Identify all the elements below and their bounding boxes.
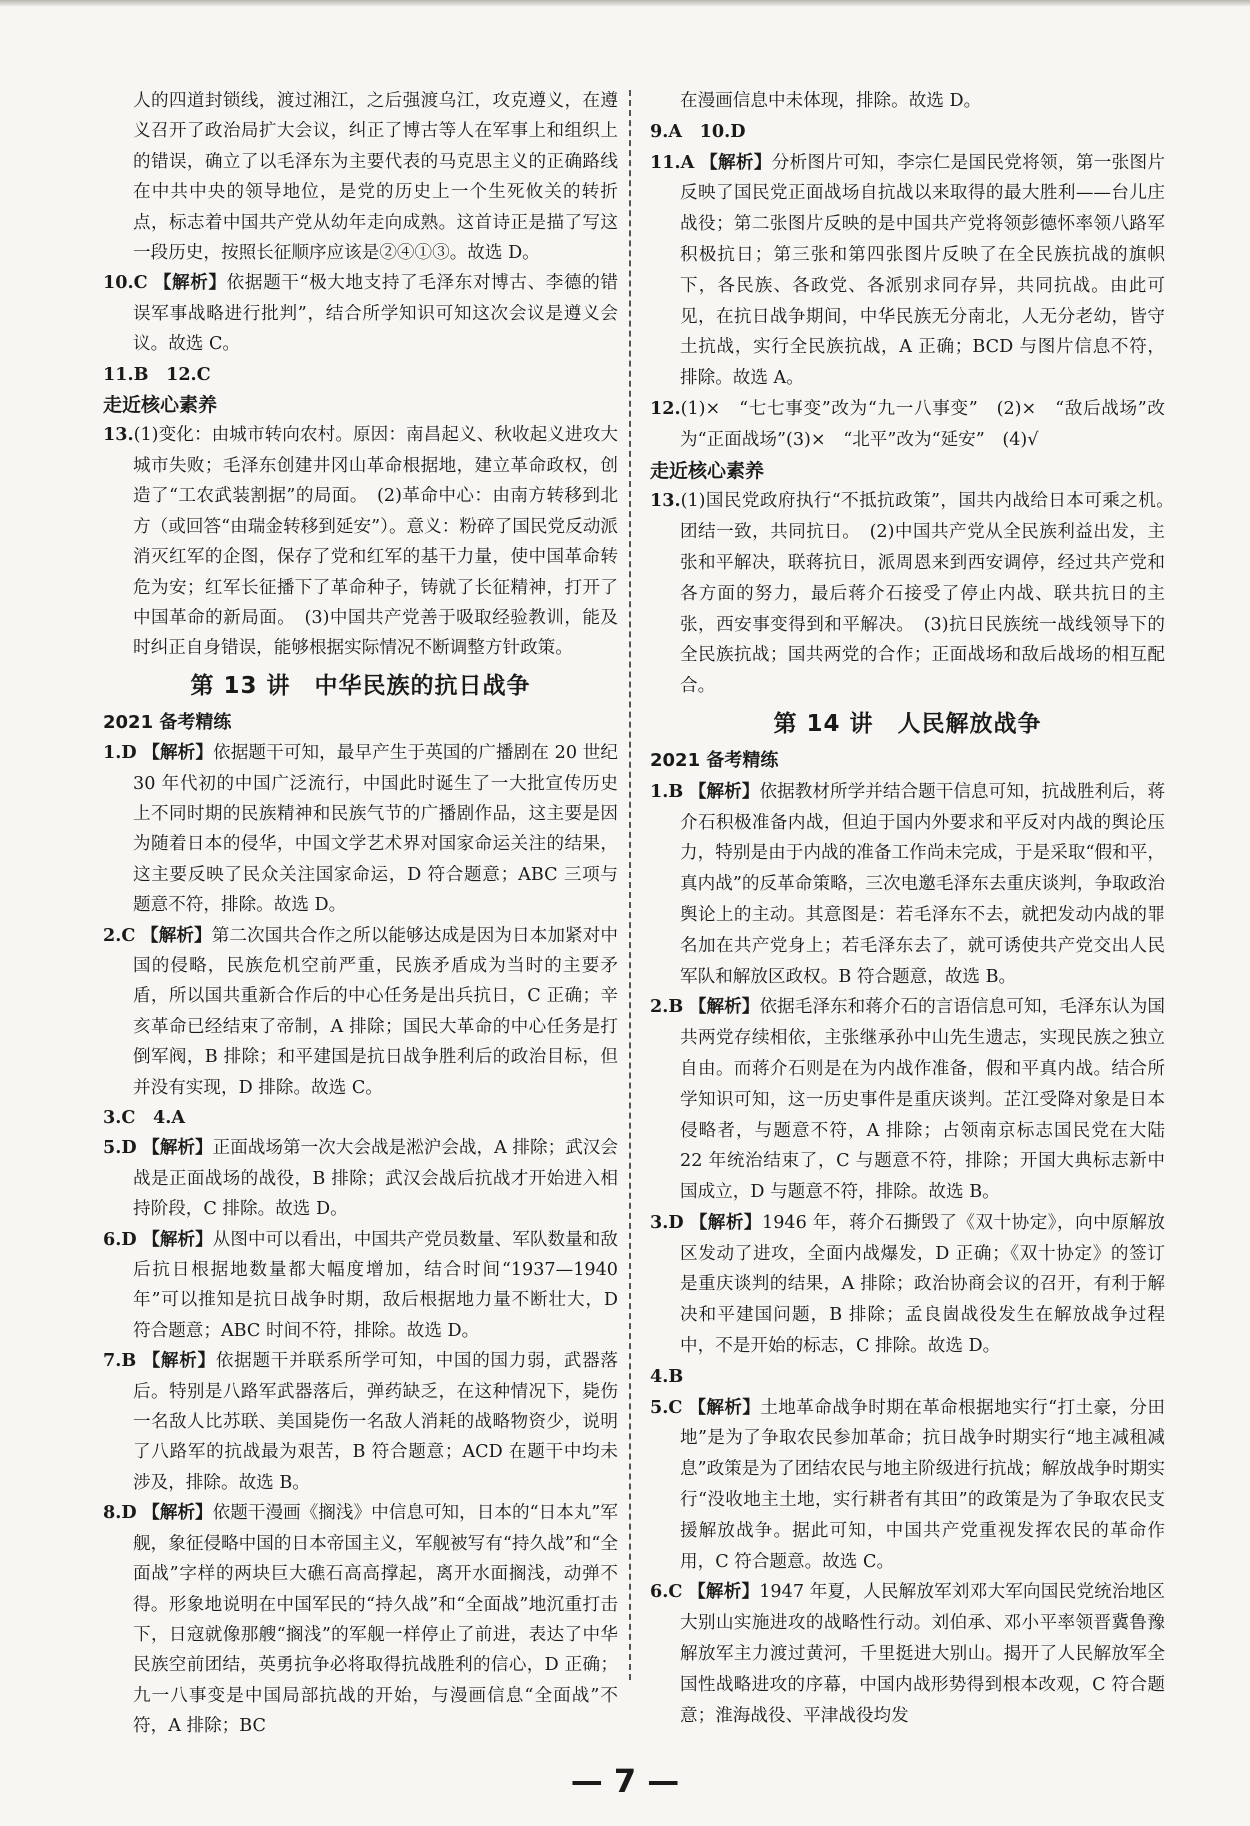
analysis-tag: 【解析】 [688, 780, 760, 802]
analysis-tag: 【解析】 [688, 996, 760, 1018]
answer-item-12 [650, 394, 1165, 456]
page-top-border [0, 0, 1250, 6]
answer-item-7 [103, 1346, 618, 1498]
analysis-tag: 【解析】 [142, 742, 214, 764]
answer-text: (1)国民党政府执行“不抵抗政策”，国共内战给日本可乘之机。 团结一致，共同抗日。 (2)中国共产党从全民族利益出发，主张和平解决，联蒋抗日，派周恩来到西安调停，经过共产党和各方面的努力，最后蒋介石接受了停止内战、联共抗日的主张，西安事变得到和平解决。 (3)抗日民族统一战线领导下的全民族抗战；国共两党的合作；正面战场和敌后战场的相互配合。 [680, 491, 1183, 697]
answer-item-2 [103, 921, 618, 1103]
answer-item-6 [650, 1577, 1165, 1731]
answer-number: 3.D [650, 1211, 684, 1233]
answer-continuation: 在漫画信息中未体现，排除。故选 D。 [680, 91, 982, 111]
answer-number: 2.B [650, 996, 684, 1018]
answer-item-8 [103, 1498, 618, 1741]
answer-item-5 [650, 1393, 1165, 1578]
column-divider [629, 90, 631, 1680]
answer-item-11-12: 11.B 12.C [103, 363, 211, 385]
answer-item-11 [650, 148, 1165, 394]
answer-number: 8.D [103, 1502, 137, 1524]
analysis-text: 分析图片可知，李宗仁是国民党将领，第一张图片反映了国民党正面战场自抗战以来取得的最大胜利——台儿庄战役；第二张图片反映的是中国共产党将领彭德怀率领八路军积极抗日；第三张和第四张图片反映了在全民族抗战的旗帜下，各民族、各政党、各派别求同存异，共同抗战。由此可见，在抗日战争期间，中华民族无分南北，人无分老幼，皆守土抗战，实行全民族抗战，A 正确；BCD 与图片信息不符，排除。故选 A。 [680, 152, 1165, 389]
answer-number: 1.B [650, 780, 684, 802]
analysis-tag: 【解析】 [142, 1502, 213, 1524]
right-column [650, 86, 1183, 1731]
answer-text: (1)× “七七事变”改为“九一八事变” (2)× “敌后战场”改为“正面战场”(3)× “北平”改为“延安” (4)√ [680, 398, 1165, 450]
answer-number: 1.D [103, 742, 137, 764]
answer-text: (1)变化：由城市转向农村。原因：南昌起义、秋收起义进攻大城市失败；毛泽东创建井冈山革命根据地，建立革命政权，创造了“工农武装割据”的局面。 (2)革命中心：由南方转移到北方（或回答“由瑞金转移到延安”）。意义：粉碎了国民党反动派消灭红军的企图，保存了党和红军的基干力量，使中国革命转危为安；红军长征播下了革命种子，铸就了长征精神，打开了中国革命的新局面。 (3)中国共产党善于吸取经验教训，能及时纠正自身错误，能够根据实际情况不断调整方针政策。 [133, 425, 618, 659]
analysis-tag: 【解析】 [142, 1228, 213, 1250]
analysis-text: 从图中可以看出，中国共产党员数量、军队数量和敌后抗日根据地数量都大幅度增加，结合时间“1937—1940 年”可以推知是抗日战争时期，敌后根据地力量不断壮大，D 符合题意；ABC 时间不符，排除。故选 D。 [133, 1229, 618, 1341]
analysis-text: 依据教材所学并结合题干信息可知，抗战胜利后，蒋介石积极准备内战，但迫于国内外要求和平反对内战的舆论压力，特别是由于内战的准备工作尚未完成，于是采取“假和平，真内战”的反革命策略，三次电邀毛泽东去重庆谈判，争取政治舆论上的主动。其意图是：若毛泽东不去，就把发动内战的罪名加在共产党身上；若毛泽东去了，就可诱使共产党交出人民军队和解放区政权。B 符合题意，故选 B。 [680, 781, 1165, 987]
answer-item-2 [650, 992, 1165, 1208]
analysis-tag: 【解析】 [142, 1137, 213, 1159]
analysis-text: 正面战场第一次大会战是淞沪会战，A 排除；武汉会战是正面战场的战役，B 排除；武汉会战后抗战才开始进入相持阶段，C 排除。故选 D。 [133, 1138, 618, 1220]
answer-item-3 [650, 1208, 1165, 1362]
answer-number: 13. [650, 490, 681, 512]
answer-item-4: 4.B [650, 1365, 684, 1387]
answer-item-1 [650, 777, 1165, 993]
lecture-13-title: 第 13 讲 中华民族的抗日战争 [190, 672, 531, 699]
analysis-tag: 【解析】 [153, 272, 227, 294]
answer-item-9-10: 9.A 10.D [650, 120, 746, 142]
analysis-text: 第二次国共合作之所以能够达成是因为日本加紧对中国的侵略，民族危机空前严重，民族矛盾成为当时的主要矛盾，所以国共重新合作后的中心任务是出兵抗日，C 正确；辛亥革命已经结束了帝制，A 排除；国民大革命的中心任务是打倒军阀，B 排除；和平建国是抗日战争胜利后的政治目标，但并没有实现，D 排除。故选 C。 [133, 925, 618, 1098]
answer-number: 11.A [650, 151, 695, 173]
answer-number: 2.C [103, 924, 136, 946]
answer-item-3-4: 3.C 4.A [103, 1107, 185, 1128]
answer-item-13 [650, 486, 1183, 702]
answer-number: 5.C [650, 1396, 683, 1418]
analysis-text: 依据毛泽东和蒋介石的言语信息可知，毛泽东认为国共两党存续相依，主张继承孙中山先生遗志，实现民族之独立自由。而蒋介石则是在为内战作准备，假和平真内战。结合所学知识可知，这一历史事件是重庆谈判。芷江受降对象是日本侵略者，与题意不符，A 排除；占领南京标志国民党在大陆 22 年统治结束了，C 与题意不符，排除；开国大典标志新中国成立，D 与题意不符，排除。故选 B。 [680, 997, 1165, 1203]
left-column [103, 86, 618, 1742]
answer-item-10 [103, 268, 618, 359]
answer-number: 13. [103, 424, 134, 446]
lecture-14-title: 第 14 讲 人民解放战争 [773, 710, 1042, 737]
answer-number: 6.D [103, 1228, 137, 1250]
core-literacy-heading: 走近核心素养 [103, 394, 218, 417]
analysis-text: 依据题干并联系所学可知，中国的国力弱，武器落后。特别是八路军武器落后，弹药缺乏，在这种情况下，毙伤一名敌人比苏联、美国毙伤一名敌人消耗的战略物资少，说明了八路军的抗战最为艰苦，B 符合题意；ACD 在题干中均未涉及，排除。故选 B。 [133, 1351, 618, 1493]
answer-continuation: 人的四道封锁线，渡过湘江，之后强渡乌江，攻克遵义，在遵义召开了政治局扩大会议，纠正了博古等人在军事上和组织上的错误，确立了以毛泽东为主要代表的马克思主义的正确路线在中共中央的领导地位，是党的历史上一个生死攸关的转折点，标志着中国共产党从幼年走向成熟。这首诗正是描了写这一段历史，按照长征顺序应该是②④①③。故选 D。 [133, 91, 618, 264]
answer-item-13 [103, 420, 618, 663]
analysis-tag: 【解析】 [688, 1581, 760, 1603]
answer-number: 10.C [103, 272, 148, 294]
analysis-tag: 【解析】 [700, 151, 772, 173]
analysis-tag: 【解析】 [688, 1396, 761, 1418]
analysis-text: 土地革命战争时期在革命根据地实行“打土豪，分田地”是为了争取农民参加革命；抗日战争时期实行“地主减租减息”政策是为了团结农民与地主阶级进行抗战；解放战争时期实行“没收地主土地，实行耕者有其田”的政策是为了争取农民支援解放战争。据此可知，中国共产党重视发挥农民的革命作用，C 符合题意。故选 C。 [680, 1397, 1165, 1572]
page-number: — 7 — [570, 1762, 680, 1800]
core-literacy-heading: 走近核心素养 [650, 459, 765, 482]
answer-item-6 [103, 1225, 618, 1347]
analysis-tag: 【解析】 [141, 924, 212, 946]
prep-practice-heading: 2021 备考精练 [650, 749, 779, 771]
answer-item-1 [103, 738, 618, 920]
analysis-tag: 【解析】 [142, 1350, 216, 1372]
analysis-text: 依题干漫画《搁浅》中信息可知，日本的“日本丸”军舰，象征侵略中国的日本帝国主义，军舰被写有“持久战”和“全面战”字样的两块巨大礁石高高撑起，离开水面搁浅，动弹不得。形象地说明在中国军民的“持久战”和“全面战”地沉重打击下，日寇就像那艘“搁浅”的军舰一样停止了前进，表达了中华民族空前团结，英勇抗争必将取得抗战胜利的信心，D 正确；九一八事变是中国局部抗战的开始，与漫画信息“全面战”不符，A 排除；BC [133, 1503, 618, 1737]
answer-number: 12. [650, 397, 681, 419]
analysis-text: 1946 年，蒋介石撕毁了《双十协定》，向中原解放区发动了进攻，全面内战爆发，D 正确；《双十协定》的签订是重庆谈判的结果，A 排除；政治协商会议的召开，有利于解决和平建国问题，B 排除；孟良崮战役发生在解放战争过程中，不是开始的标志，C 排除。故选 D。 [680, 1212, 1165, 1357]
answer-item-5 [103, 1133, 618, 1224]
analysis-text: 1947 年夏，人民解放军刘邓大军向国民党统治地区大别山实施进攻的战略性行动。刘伯承、邓小平率领晋冀鲁豫解放军主力渡过黄河，千里挺进大别山。揭开了人民解放军全国性战略进攻的序幕，中国内战形势得到根本改观，C 符合题意；淮海战役、平津战役均发 [680, 1582, 1165, 1726]
answer-number: 6.C [650, 1581, 683, 1603]
analysis-text: 依据题干可知，最早产生于英国的广播剧在 20 世纪 30 年代初的中国广泛流行，中国此时诞生了一大批宣传历史上不同时期的民族精神和民族气节的广播剧作品，这主要是因为随着日本的侵华，中国文学艺术界对国家命运关注的结果，这主要反映了民众关注国家命运，D 符合题意；ABC 三项与题意不符，排除。故选 D。 [133, 743, 619, 916]
analysis-text: 依据题干“极大地支持了毛泽东对博古、李德的错误军事战略进行批判”，结合所学知识可知这次会议是遵义会议。故选 C。 [133, 273, 618, 355]
answer-number: 5.D [103, 1137, 137, 1159]
prep-practice-heading: 2021 备考精练 [103, 711, 232, 733]
answer-number: 7.B [103, 1350, 137, 1372]
analysis-tag: 【解析】 [689, 1211, 762, 1233]
